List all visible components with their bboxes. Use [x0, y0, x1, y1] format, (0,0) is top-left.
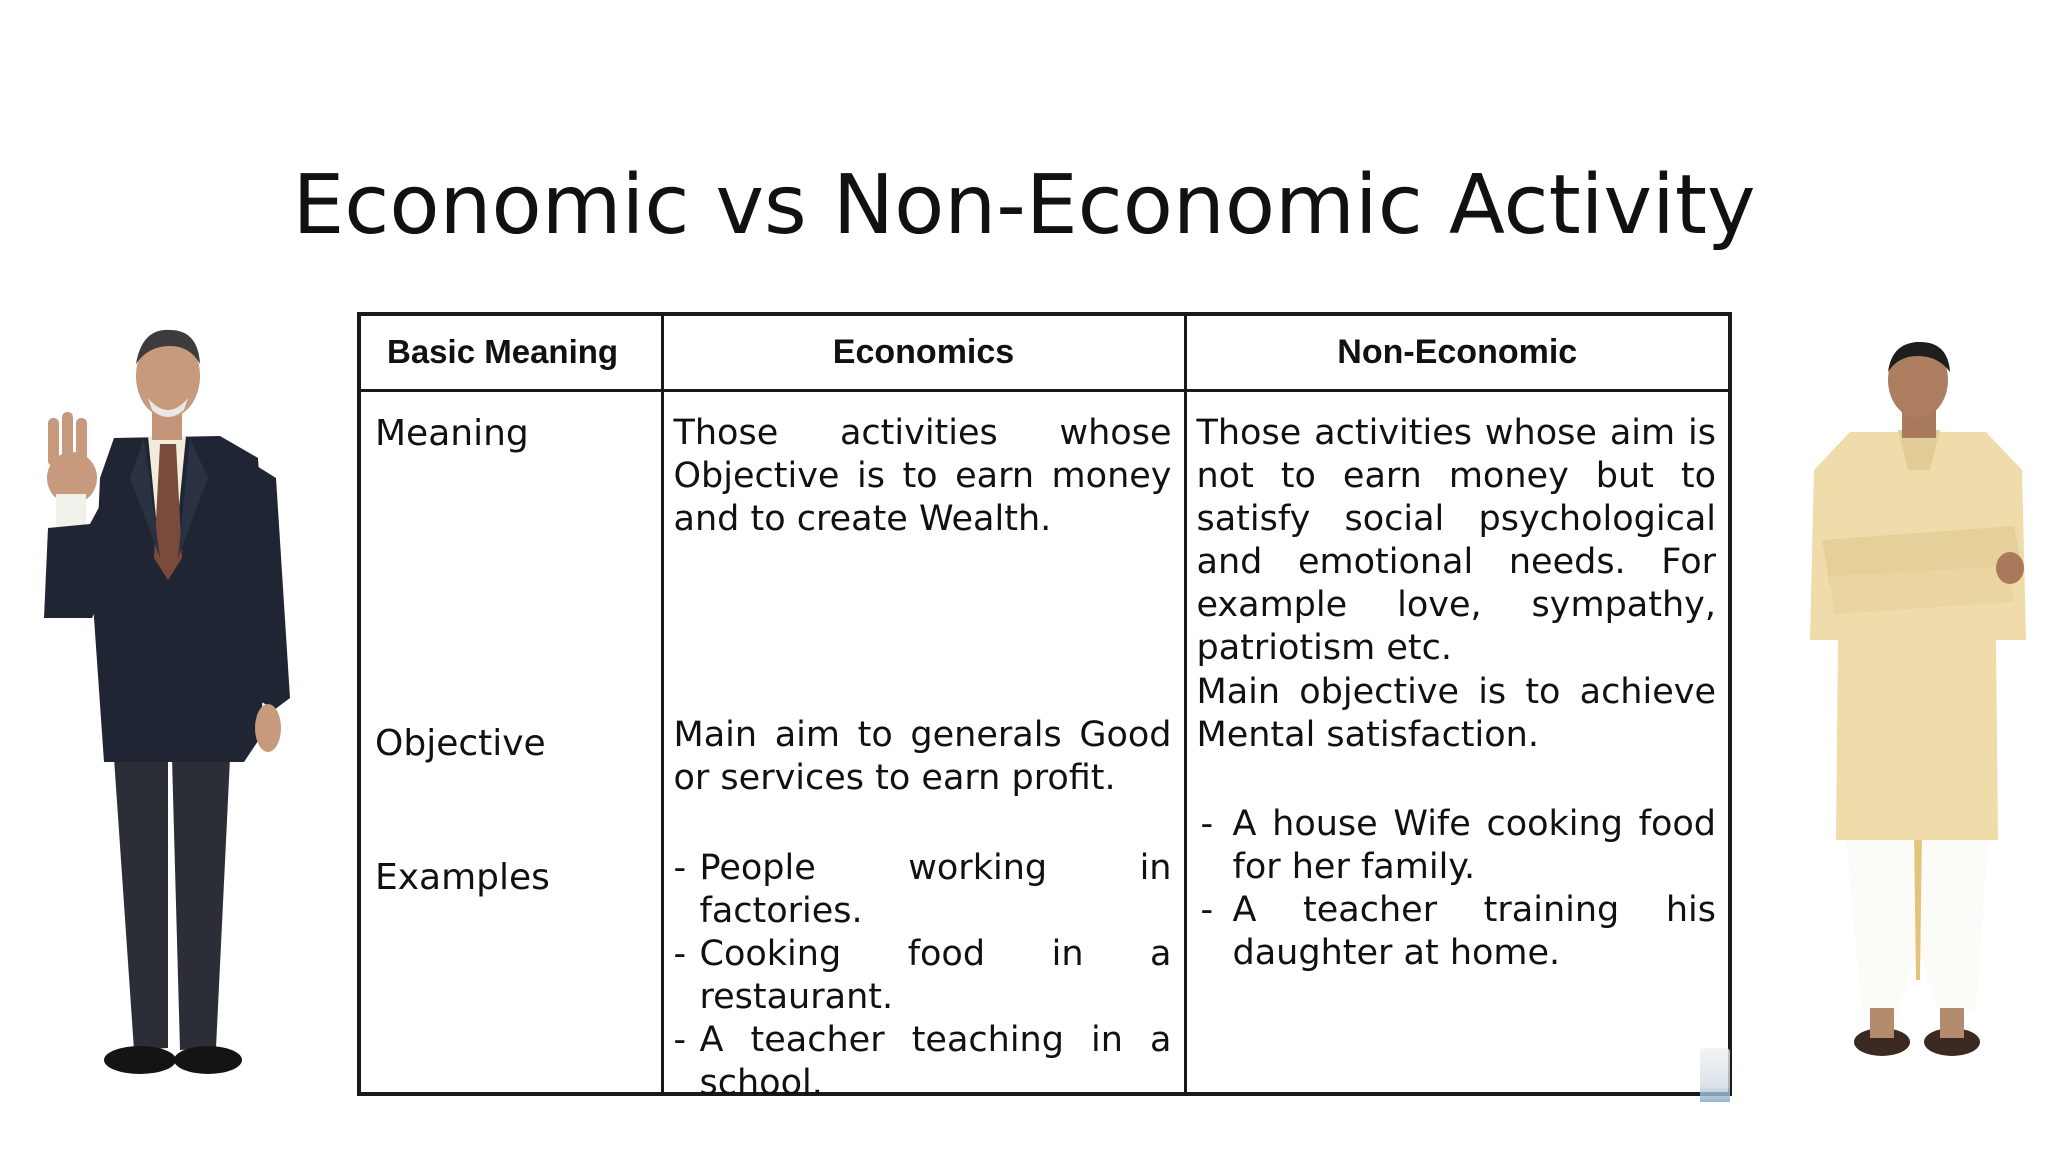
- economic-meaning: Those activities whose Objective is to earn money and to create Wealth.: [673, 412, 1172, 539]
- basic-meaning-column: [359, 390, 662, 1094]
- row-label-examples: Examples: [375, 856, 550, 898]
- non-economic-examples: [1197, 803, 1717, 975]
- list-item: - Cooking food in a restaurant.: [674, 933, 1172, 1019]
- economic-examples: [674, 847, 1172, 1105]
- businessman-illustration: [30, 318, 330, 1083]
- non-economic-meaning: Those activities whose aim is not to earn money but to satisfy social psychological and emotional needs. For example love, sympathy, patriotism etc.: [1196, 412, 1716, 668]
- comparison-table: [357, 312, 1732, 1103]
- header-economics: Economics: [662, 314, 1185, 390]
- three-fingers-hand: [47, 412, 97, 534]
- slide-title: Economic vs Non-Economic Activity: [292, 157, 1756, 253]
- header-non-economic: Non-Economic: [1185, 314, 1730, 390]
- list-item: - A teacher training his daughter at home.: [1197, 889, 1717, 975]
- non-economic-objective: Main objective is to achieve Mental satisfaction.: [1196, 671, 1716, 755]
- kurta-man-illustration: [1800, 340, 2040, 1070]
- header-row: [359, 314, 1730, 390]
- header-basic-meaning: Basic Meaning: [359, 314, 662, 390]
- list-item: - A house Wife cooking food for her family.: [1197, 803, 1717, 889]
- row-label-meaning: Meaning: [375, 412, 529, 454]
- body-row: [359, 390, 1730, 1094]
- corner-overlay-mark: [1700, 1048, 1730, 1102]
- economics-column: [662, 390, 1185, 1103]
- row-label-objective: Objective: [375, 722, 546, 764]
- non-economic-column: [1185, 390, 1730, 1094]
- list-item: - A teacher teaching in a school.: [674, 1019, 1172, 1105]
- economic-objective: Main aim to generals Good or services to earn profit.: [673, 714, 1172, 798]
- list-item: - People working in factories.: [674, 847, 1172, 933]
